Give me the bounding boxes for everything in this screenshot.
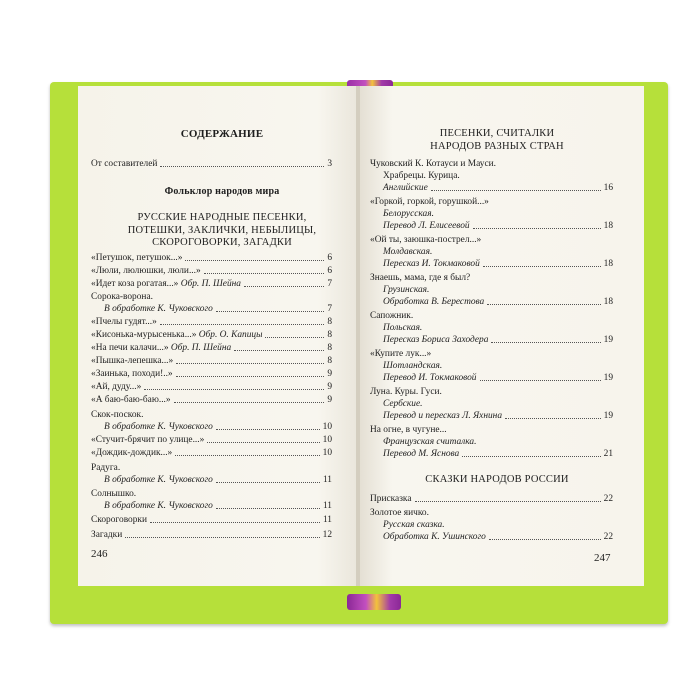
- toc-entry-page: 19: [603, 411, 613, 421]
- toc-entry-page: 10: [322, 435, 332, 445]
- toc-entry-page: 8: [327, 330, 332, 340]
- toc-entry-page: 8: [327, 343, 332, 353]
- toc-entry[interactable]: [91, 316, 332, 328]
- page-gutter: [356, 86, 360, 586]
- page-number-left: 246: [91, 548, 108, 560]
- toc-entry-note: Пересказ Бориса Заходера: [383, 335, 489, 345]
- toc-entry[interactable]: [383, 182, 613, 194]
- toc-entry-page: 7: [327, 279, 332, 289]
- spine-bottom-decoration: [347, 594, 401, 610]
- toc-entry-title: Скороговорки: [91, 515, 148, 525]
- toc-entry-title[interactable]: Радуга.: [91, 463, 121, 473]
- toc-entry-page: 16: [603, 183, 613, 193]
- toc-entry-title[interactable]: Храбрецы. Курица.: [383, 171, 460, 181]
- subsection-title-line-3: СКОРОГОВОРКИ, ЗАГАДКИ: [152, 237, 292, 248]
- toc-entry[interactable]: [370, 493, 613, 505]
- toc-entry-page: 21: [603, 449, 613, 459]
- toc-entry-title: «Пчелы гудят...»: [91, 317, 157, 327]
- toc-entry-page: 22: [603, 494, 613, 504]
- toc-entry[interactable]: [104, 303, 332, 315]
- toc-entry[interactable]: [383, 410, 613, 422]
- toc-entry-title: «Дождик-дождик...»: [91, 448, 173, 458]
- toc-entry-note: В обработке К. Чуковского: [104, 475, 213, 485]
- toc-entry-note: Обр. П. Шейна: [170, 343, 232, 353]
- toc-entry-title[interactable]: Скок-поскок.: [91, 410, 144, 420]
- toc-entry-note: Перевод Л. Елисеевой: [383, 221, 470, 231]
- toc-entry-title: «А баю-баю-баю...»: [91, 395, 171, 405]
- toc-entry-title[interactable]: Знаешь, мама, где я был?: [370, 273, 471, 283]
- toc-entry-note: Обработка К. Ушинского: [383, 532, 486, 542]
- toc-entry-page: 9: [327, 395, 332, 405]
- toc-entry-page: 8: [327, 317, 332, 327]
- toc-entry-note: Сербские.: [383, 399, 423, 409]
- toc-entry[interactable]: [91, 434, 332, 446]
- toc-entry-note: В обработке К. Чуковского: [104, 422, 213, 432]
- toc-entry-title: «Стучит-брячит по улице...»: [91, 435, 205, 445]
- toc-entry-note: Обр. О. Капицы: [198, 330, 263, 340]
- toc-entry[interactable]: [91, 514, 332, 526]
- toc-entry-title: «На печи калачи...»: [91, 343, 169, 353]
- toc-entry[interactable]: [91, 381, 332, 393]
- toc-entry-page: 6: [327, 266, 332, 276]
- section-heading-tales: СКАЗКИ НАРОДОВ РОССИИ: [425, 474, 569, 485]
- toc-entry-title: От составителей: [91, 159, 158, 169]
- toc-entry-title[interactable]: Золотое яичко.: [370, 508, 429, 518]
- toc-entry[interactable]: [91, 355, 332, 367]
- toc-entry-page: 19: [603, 335, 613, 345]
- toc-entry-title: «Заинька, походи!..»: [91, 369, 173, 379]
- section-title-folklore: Фольклор народов мира: [164, 186, 280, 197]
- toc-entry[interactable]: [104, 421, 332, 433]
- toc-entry-title: «Петушок, петушок...»: [91, 253, 183, 263]
- toc-entry[interactable]: [383, 220, 613, 232]
- toc-entry-note: Грузинская.: [383, 285, 430, 295]
- toc-entry[interactable]: [104, 474, 332, 486]
- toc-entry-note: Обработка В. Берестова: [383, 297, 485, 307]
- toc-entry-page: 18: [603, 259, 613, 269]
- toc-entry-title: Загадки: [91, 530, 123, 540]
- toc-entry-note: Английские: [383, 183, 428, 193]
- toc-entry-page: 22: [603, 532, 613, 542]
- toc-entry-note: Белорусская.: [383, 209, 434, 219]
- toc-entry-title[interactable]: На огне, в чугуне...: [370, 425, 447, 435]
- section-heading-songs-line-1: ПЕСЕНКИ, СЧИТАЛКИ: [439, 128, 555, 139]
- toc-entry[interactable]: [91, 329, 332, 341]
- toc-entry-note: Польская.: [383, 323, 423, 333]
- toc-entry-page: 6: [327, 253, 332, 263]
- toc-entry-title[interactable]: «Горкой, горкой, горушкой...»: [370, 197, 489, 207]
- toc-entry-page: 9: [327, 369, 332, 379]
- toc-entry[interactable]: [91, 252, 332, 264]
- toc-entry[interactable]: [91, 278, 332, 290]
- toc-entry-page: 8: [327, 356, 332, 366]
- toc-entry-note: Русская сказка.: [383, 520, 445, 530]
- toc-entry-title: «Кисонька-мурысенька...»: [91, 330, 197, 340]
- toc-entry-page: 12: [322, 530, 332, 540]
- toc-entry-note: В обработке К. Чуковского: [104, 501, 213, 511]
- toc-entry-title[interactable]: «Купите лук...»: [370, 349, 432, 359]
- toc-entry[interactable]: [383, 296, 613, 308]
- toc-entry-note: В обработке К. Чуковского: [104, 304, 213, 314]
- toc-entry[interactable]: [383, 531, 613, 543]
- toc-entry-title[interactable]: Чуковский К. Котауси и Мауси.: [370, 159, 496, 169]
- toc-entry-title: «Пышка-лепешка...»: [91, 356, 174, 366]
- toc-entry-page: 9: [327, 382, 332, 392]
- toc-entry-page: 18: [603, 297, 613, 307]
- toc-entry-title[interactable]: Сапожник.: [370, 311, 414, 321]
- toc-entry[interactable]: [91, 447, 332, 459]
- toc-entry-page: 7: [327, 304, 332, 314]
- toc-entry[interactable]: [91, 265, 332, 277]
- toc-entry-title[interactable]: Сорока-ворона.: [91, 292, 153, 302]
- toc-entry[interactable]: [91, 529, 332, 541]
- toc-entry[interactable]: [91, 368, 332, 380]
- toc-entry-page: 10: [322, 422, 332, 432]
- toc-entry-title[interactable]: Солнышко.: [91, 489, 137, 499]
- toc-entry-title[interactable]: «Ой ты, заюшка-пострел...»: [370, 235, 482, 245]
- toc-entry-note: Французская считалка.: [383, 437, 477, 447]
- page-number-right: 247: [594, 552, 611, 564]
- toc-entry-note: Перевод и пересказ Л. Яхнина: [383, 411, 503, 421]
- toc-entry-page: 18: [603, 221, 613, 231]
- toc-entry-page: 11: [322, 475, 332, 485]
- toc-entry-page: 11: [322, 501, 332, 511]
- toc-heading: СОДЕРЖАНИЕ: [180, 128, 264, 140]
- toc-entry[interactable]: [383, 258, 613, 270]
- toc-entry-page: 3: [327, 159, 332, 169]
- toc-entry-note: Перевод И. Токмаковой: [383, 373, 477, 383]
- toc-entry-note: Шотландская.: [383, 361, 443, 371]
- toc-entry[interactable]: [91, 342, 332, 354]
- toc-entry[interactable]: [383, 372, 613, 384]
- toc-entry-page: 19: [603, 373, 613, 383]
- subsection-title-line-2: ПОТЕШКИ, ЗАКЛИЧКИ, НЕБЫЛИЦЫ,: [127, 224, 317, 236]
- toc-entry-note: Обр. П. Шейна: [180, 279, 241, 289]
- toc-entry[interactable]: [91, 394, 332, 406]
- toc-entry-note: Молдавская.: [383, 247, 433, 257]
- toc-entry-note: Перевод М. Яснова: [383, 449, 460, 459]
- toc-entry-title: «Ай, дуду...»: [91, 382, 142, 392]
- toc-entry-note: Пересказ И. Токмаковой: [383, 259, 480, 269]
- toc-entry-title: «Идет коза рогатая...»: [91, 279, 179, 289]
- toc-entry-title: «Люли, люлюшки, люли...»: [91, 266, 201, 276]
- toc-entry-page: 10: [322, 448, 332, 458]
- toc-entry-page: 11: [322, 515, 332, 525]
- toc-entry-title[interactable]: Луна. Куры. Гуси.: [370, 387, 442, 397]
- toc-entry[interactable]: [104, 500, 332, 512]
- toc-entry[interactable]: [383, 448, 613, 460]
- toc-entry-intro[interactable]: [91, 158, 332, 170]
- toc-entry[interactable]: [383, 334, 613, 346]
- section-heading-songs-line-2: НАРОДОВ РАЗНЫХ СТРАН: [430, 140, 564, 152]
- subsection-title-line-1: РУССКИЕ НАРОДНЫЕ ПЕСЕНКИ,: [137, 212, 307, 223]
- toc-entry-title: Присказка: [370, 494, 412, 504]
